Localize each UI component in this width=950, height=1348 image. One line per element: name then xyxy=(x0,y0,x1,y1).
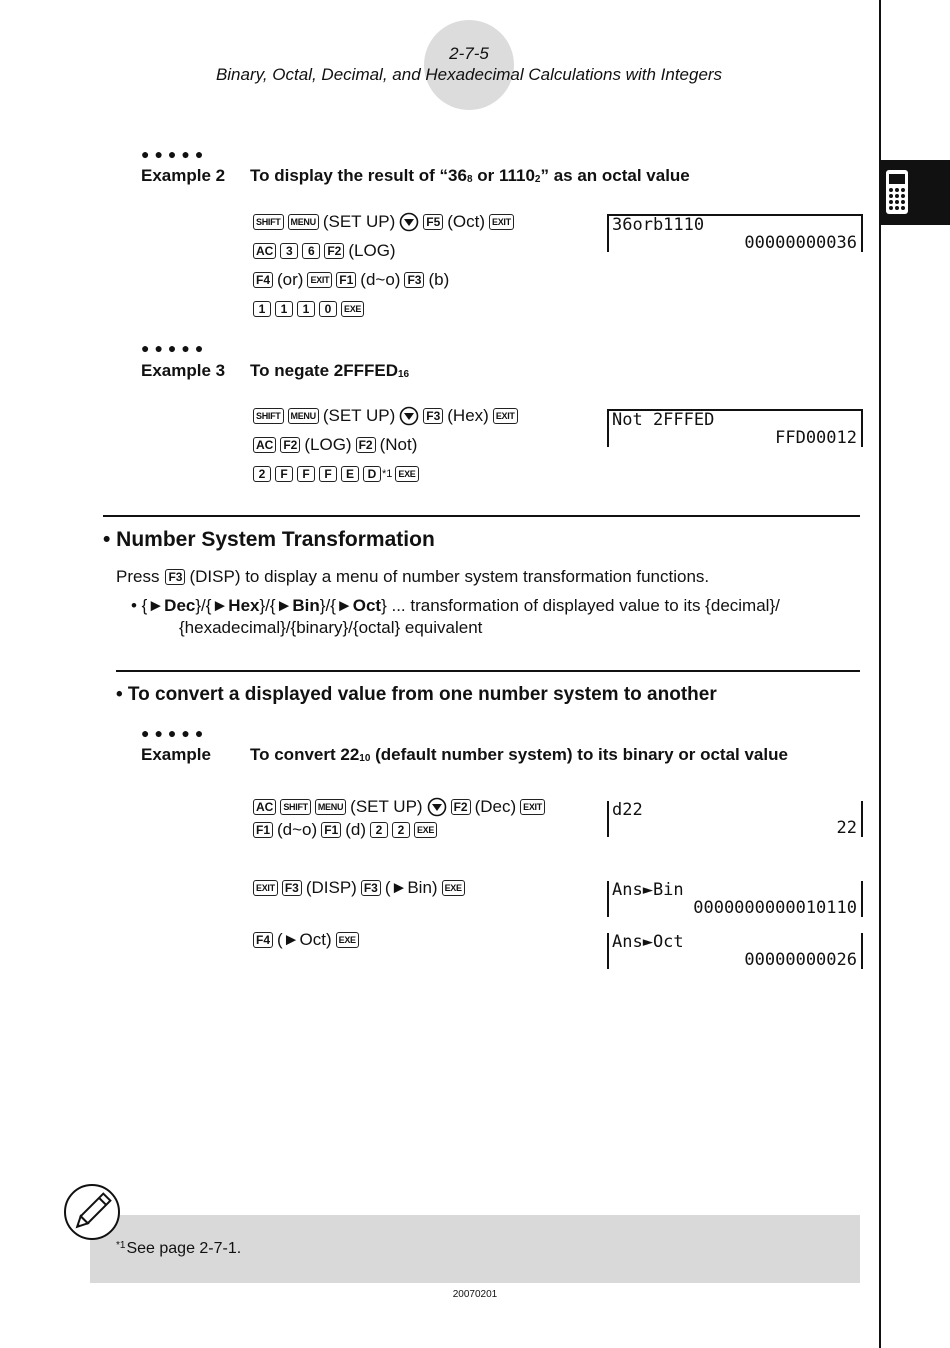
example3-screen xyxy=(607,409,863,447)
dec-label: (Dec) xyxy=(474,797,517,816)
digit-2-key: 2 xyxy=(392,822,410,838)
f3-key: F3 xyxy=(361,880,381,896)
example2-keystroke-line-1 xyxy=(253,210,518,234)
digit-1-key: 1 xyxy=(297,301,315,317)
convert-example-title: To convert $22_{10}$ (default number system) to its binary or octal value xyxy=(250,745,788,764)
example2-label: Example 2 xyxy=(141,166,226,185)
example3-title: To negate $2FFFED_{16}$ xyxy=(250,361,410,380)
subsection-heading: • To convert a displayed value from one number system to another xyxy=(116,684,717,705)
footnote-marker: *1 xyxy=(382,468,393,480)
digit-1-key: 1 xyxy=(275,301,293,317)
exit-key: EXIT xyxy=(307,272,332,288)
f4-key: F4 xyxy=(253,272,273,288)
cursor-down-icon xyxy=(399,406,419,426)
example3-label: Example 3 xyxy=(141,361,226,380)
convert-screen-1 xyxy=(607,801,863,837)
example2-screen xyxy=(607,214,863,252)
shift-key: SHIFT xyxy=(253,408,284,424)
f5-key: F5 xyxy=(423,214,443,230)
convert-keystroke-line-3 xyxy=(253,876,469,900)
convert-keystroke-line-4 xyxy=(253,928,363,952)
d-o-label: (d~o) xyxy=(360,270,401,289)
oct-label: (Oct) xyxy=(447,212,486,231)
example3-keystroke-line-2 xyxy=(253,433,421,457)
f1-key: F1 xyxy=(253,822,273,838)
log-label: (LOG) xyxy=(304,435,352,454)
b-label: (b) xyxy=(428,270,450,289)
screen-result-line: 00000000036 xyxy=(744,233,857,253)
screen-input-line: Not 2FFFED xyxy=(612,410,715,430)
example2-title: To display the result of “$36_8$ or $1110_2$” as an octal value xyxy=(250,166,690,185)
screen-result-line: 0000000000010110 xyxy=(693,898,857,918)
press-description: (DISP) to display a menu of number system transformation functions. xyxy=(189,567,710,586)
f3-key: F3 xyxy=(282,880,302,896)
to-bin-label: (►Bin) xyxy=(384,878,438,897)
f3-key: F3 xyxy=(404,272,424,288)
ac-key: AC xyxy=(253,243,276,259)
convert-example-label: Example xyxy=(141,745,211,764)
not-label: (Not) xyxy=(379,435,418,454)
shift-key: SHIFT xyxy=(280,799,311,815)
exe-key: EXE xyxy=(395,466,418,482)
menu-key: MENU xyxy=(288,214,319,230)
convert-screen-2 xyxy=(607,881,863,917)
f3-key: F3 xyxy=(165,569,185,585)
digit-6-key: 6 xyxy=(302,243,320,259)
example3-keystroke-line-3 xyxy=(253,462,423,486)
f1-key: F1 xyxy=(321,822,341,838)
example2-keystroke-line-3 xyxy=(253,268,453,292)
f1-key: F1 xyxy=(336,272,356,288)
hex-label: (Hex) xyxy=(447,406,489,425)
digit-1-key: 1 xyxy=(253,301,271,317)
disp-label: (DISP) xyxy=(305,878,357,897)
chapter-tab xyxy=(881,160,950,225)
example2-keystroke-line-4 xyxy=(253,297,368,321)
pencil-icon xyxy=(63,1183,121,1241)
section-divider xyxy=(103,515,860,517)
ac-key: AC xyxy=(253,437,276,453)
section-heading: • Number System Transformation xyxy=(103,528,435,551)
convert-screen-3 xyxy=(607,933,863,969)
f4-key: F4 xyxy=(253,932,273,948)
screen-input-line: 36orb1110 xyxy=(612,215,705,235)
f2-key: F2 xyxy=(280,437,300,453)
footer-code: 20070201 xyxy=(452,1289,498,1300)
footnote-text: $^{*1}$See page 2-7-1. xyxy=(116,1240,242,1257)
or-label: (or) xyxy=(277,270,304,289)
setup-label: (SET UP) xyxy=(322,212,396,231)
exe-key: EXE xyxy=(414,822,437,838)
hex-f-key: F xyxy=(297,466,315,482)
example-dots: ●●●●● xyxy=(141,725,209,741)
setup-label: (SET UP) xyxy=(322,406,396,425)
f3-key: F3 xyxy=(423,408,443,424)
hex-e-key: E xyxy=(341,466,359,482)
exe-key: EXE xyxy=(336,932,359,948)
d-o-label: (d~o) xyxy=(277,820,318,839)
screen-result-line: FFD00012 xyxy=(775,428,857,448)
transform-bullet-continued: {hexadecimal}/{binary}/{octal} equivalent xyxy=(179,618,483,637)
setup-label: (SET UP) xyxy=(350,797,423,816)
f2-key: F2 xyxy=(356,437,376,453)
screen-result-line: 00000000026 xyxy=(744,950,857,970)
exit-key: EXIT xyxy=(520,799,545,815)
exit-key: EXIT xyxy=(489,214,514,230)
menu-key: MENU xyxy=(288,408,319,424)
example2-keystroke-line-2 xyxy=(253,239,400,263)
transform-bullet: • {►Dec}/{►Hex}/{►Bin}/{►Oct} ... transformation of displayed value to its {decimal}/ xyxy=(131,596,780,615)
digit-0-key: 0 xyxy=(319,301,337,317)
screen-input-line: Ans►Oct xyxy=(612,932,684,952)
ac-key: AC xyxy=(253,799,276,815)
page-title: Binary, Octal, Decimal, and Hexadecimal Calculations with Integers xyxy=(215,65,723,84)
hex-f-key: F xyxy=(275,466,293,482)
cursor-down-icon xyxy=(399,212,419,232)
screen-input-line: d22 xyxy=(612,800,643,820)
example-dots: ●●●●● xyxy=(141,146,209,162)
hex-f-key: F xyxy=(319,466,337,482)
convert-keystroke-line-1 xyxy=(253,795,549,819)
menu-key: MENU xyxy=(315,799,346,815)
shift-key: SHIFT xyxy=(253,214,284,230)
convert-keystroke-line-2 xyxy=(253,818,441,842)
f2-key: F2 xyxy=(324,243,344,259)
screen-input-line: Ans►Bin xyxy=(612,880,684,900)
to-oct-label: (►Oct) xyxy=(277,930,332,949)
digit-2-key: 2 xyxy=(253,466,271,482)
example-dots: ●●●●● xyxy=(141,340,209,356)
hex-d-key: D xyxy=(363,466,381,482)
digit-2-key: 2 xyxy=(370,822,388,838)
subsection-divider xyxy=(116,670,860,672)
press-instruction xyxy=(116,567,709,587)
screen-result-line: 22 xyxy=(836,818,857,838)
exit-key: EXIT xyxy=(493,408,518,424)
d-label: (d) xyxy=(345,820,366,839)
f2-key: F2 xyxy=(451,799,471,815)
press-word: Press xyxy=(116,567,160,586)
exe-key: EXE xyxy=(442,880,465,896)
cursor-down-icon xyxy=(427,797,447,817)
exe-key: EXE xyxy=(341,301,364,317)
digit-3-key: 3 xyxy=(280,243,298,259)
calculator-icon xyxy=(885,169,909,215)
example3-keystroke-line-1 xyxy=(253,404,522,428)
exit-key: EXIT xyxy=(253,880,278,896)
page-number: 2-7-5 xyxy=(449,44,489,63)
log-label: (LOG) xyxy=(348,241,396,260)
